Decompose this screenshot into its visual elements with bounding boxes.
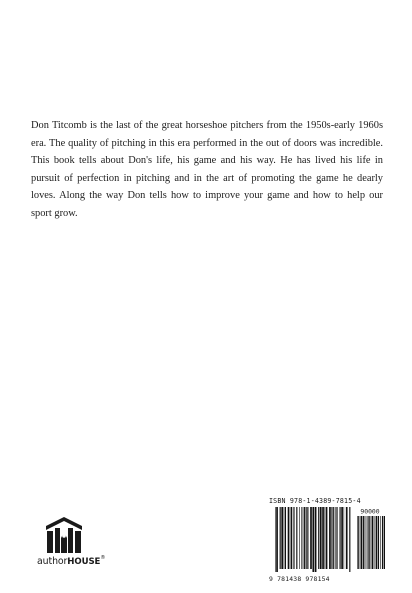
barcode-block — [269, 497, 385, 587]
publisher-name-lower: author — [37, 556, 68, 567]
ean-bars — [275, 507, 350, 572]
barcode-bar — [296, 507, 297, 569]
barcode-bar — [318, 507, 319, 569]
barcode-bar — [333, 507, 334, 569]
barcode-bar — [280, 507, 281, 569]
barcode — [269, 507, 385, 575]
barcode-bar — [380, 516, 381, 569]
barcode-bar — [322, 507, 324, 569]
barcode-bar — [284, 507, 285, 569]
registered-mark: ® — [100, 555, 106, 561]
isbn-label: ISBN 978-1-4389-7815-4 — [269, 497, 361, 505]
barcode-bar — [357, 516, 358, 569]
barcode-bar — [325, 507, 326, 569]
ean-digits: 9 781438 978154 — [269, 575, 330, 583]
barcode-bar — [291, 507, 293, 569]
authorhouse-logo-icon — [44, 516, 84, 556]
barcode-bar — [365, 516, 366, 569]
barcode-bar — [341, 507, 343, 569]
barcode-bar — [368, 516, 369, 569]
barcode-bar — [344, 507, 345, 569]
barcode-bar — [335, 507, 336, 569]
barcode-bar — [361, 516, 363, 569]
barcode-bar — [303, 507, 304, 569]
back-cover-blurb: Don Titcomb is the last of the great horseshoe pitchers from the 1950s-early 1960s era. The quality of pitching in this era performed in the out of doors was incredible. This book tells about Don's life, his game and his way. He has lived his life in pursuit of perfection in pitching and in the art of promoting the game he dearly loves. Along the way Don tells how to improve your game and how to help our sport grow. — [31, 120, 383, 219]
barcode-bar — [340, 507, 341, 569]
barcode-bar — [293, 507, 294, 569]
barcode-bar — [337, 507, 338, 569]
barcode-bar — [331, 507, 332, 569]
barcode-bar — [384, 516, 385, 569]
barcode-bar — [376, 516, 378, 569]
barcode-bar — [288, 507, 290, 569]
barcode-bar — [281, 507, 283, 569]
barcode-bar — [372, 516, 374, 569]
barcode-bar — [306, 507, 307, 569]
barcode-bar — [301, 507, 302, 569]
barcode-bar — [310, 507, 312, 569]
barcode-bar — [320, 507, 322, 569]
price-code: 90000 — [360, 507, 380, 516]
barcode-bar — [369, 516, 370, 569]
barcode-bar — [315, 507, 317, 572]
addon-bars — [357, 516, 385, 569]
barcode-bar — [374, 516, 375, 569]
barcode-bar — [312, 507, 314, 572]
publisher-logo — [37, 516, 105, 576]
barcode-bar — [346, 507, 348, 569]
publisher-name-upper: HOUSE — [67, 557, 101, 567]
barcode-bar — [363, 516, 364, 569]
barcode-bar — [329, 507, 331, 569]
barcode-bar — [275, 507, 276, 572]
barcode-bar — [299, 507, 300, 569]
publisher-name — [37, 556, 127, 567]
barcode-bar — [366, 516, 367, 569]
barcode-bar — [378, 516, 379, 569]
barcode-bar — [326, 507, 328, 569]
barcode-bar — [285, 507, 286, 569]
barcode-bar — [304, 507, 305, 569]
barcode-bar — [358, 516, 359, 569]
barcode-bar — [276, 507, 278, 572]
barcode-bar — [349, 507, 350, 572]
barcode-bar — [307, 507, 308, 569]
barcode-bar — [382, 516, 383, 569]
